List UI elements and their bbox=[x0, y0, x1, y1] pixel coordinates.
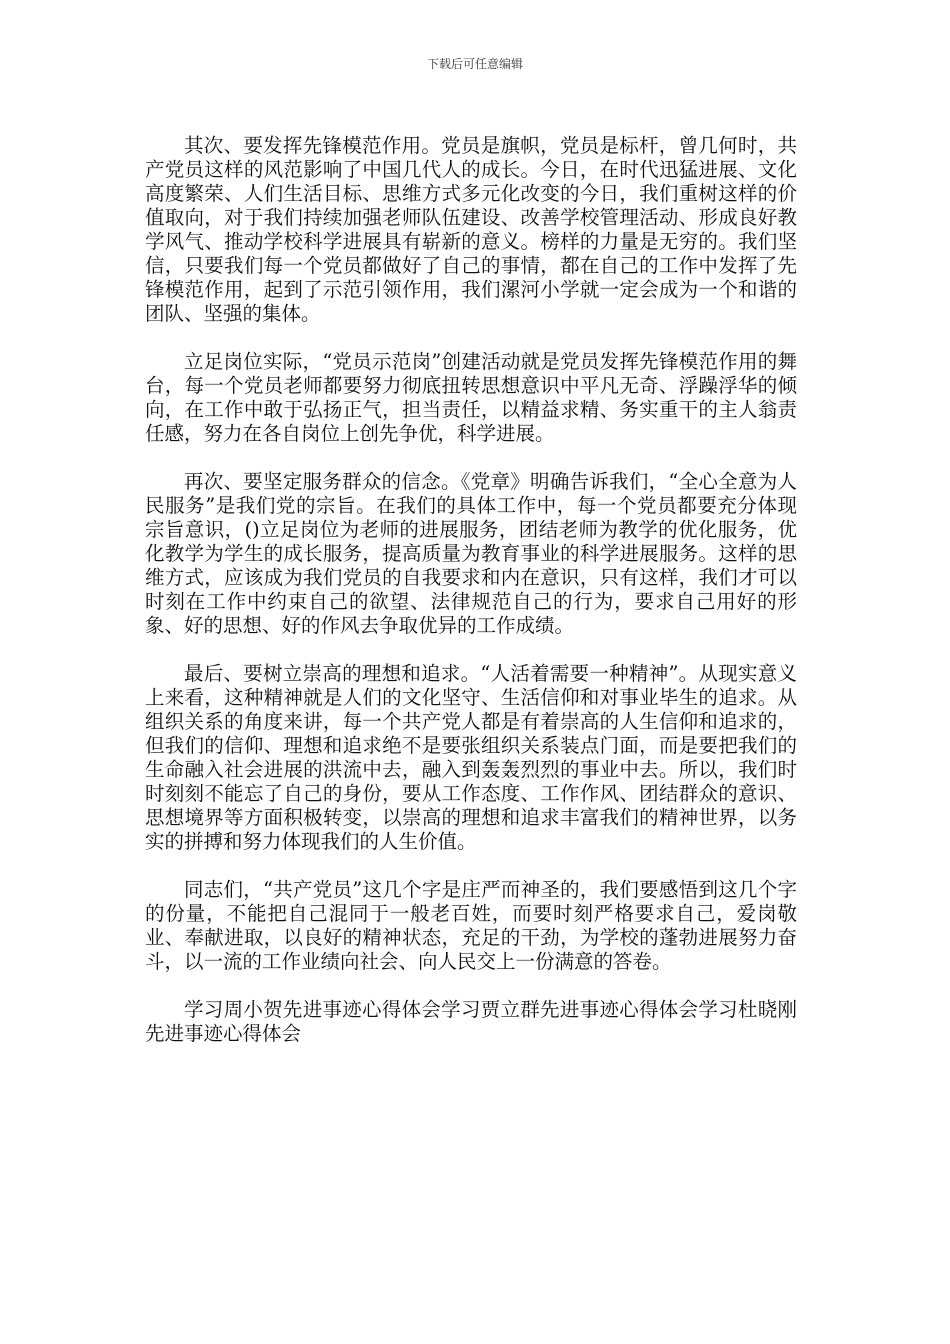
paragraph-4: 最后、要树立崇高的理想和追求。“人活着需要一种精神”。从现实意义上来看，这种精神就是人们的文化坚守、生活信仰和对事业毕生的追求。从组织关系的角度来讲，每一个共产党人都是有着崇高的人生信仰和追求的，但我们的信仰、理想和追求绝不是要张组织关系装点门面，而是要把我们的生命融入社会进展的洪流中去，融入到轰轰烈烈的事业中去。所以，我们时时刻刻不能忘了自己的身份，要从工作态度、工作作风、团结群众的意识、思想境界等方面积极转变，以崇高的理想和追求丰富我们的精神世界，以务实的拼搏和努力体现我们的人生价值。 bbox=[145, 662, 797, 853]
paragraph-1: 其次、要发挥先锋模范作用。党员是旗帜，党员是标杆，曾几何时，共产党员这样的风范影响了中国几代人的成长。今日，在时代迅猛进展、文化高度繁荣、人们生活目标、思维方式多元化改变的今日，我们重树这样的价值取向，对于我们持续加强老师队伍建设、改善学校管理活动、形成良好教学风气、推动学校科学进展具有崭新的意义。榜样的力量是无穷的。我们坚信，只要我们每一个党员都做好了自己的事情，都在自己的工作中发挥了先锋模范作用，起到了示范引领作用，我们漯河小学就一定会成为一个和谐的团队、坚强的集体。 bbox=[145, 134, 797, 325]
paragraph-2: 立足岗位实际，“党员示范岗”创建活动就是党员发挥先锋模范作用的舞台，每一个党员老师都要努力彻底扭转思想意识中平凡无奇、浮躁浮华的倾向，在工作中敢于弘扬正气，担当责任，以精益求精、务实重干的主人翁责任感，努力在各自岗位上创先争优，科学进展。 bbox=[145, 350, 797, 445]
paragraph-3: 再次、要坚定服务群众的信念。《党章》明确告诉我们，“全心全意为人民服务”是我们党的宗旨。在我们的具体工作中，每一个党员都要充分体现宗旨意识，()立足岗位为老师的进展服务，团结老师为教学的优化服务，优化教学为学生的成长服务，提高质量为教育事业的科学进展服务。这样的思维方式，应该成为我们党员的自我要求和内在意识，只有这样，我们才可以时刻在工作中约束自己的欲望、法律规范自己的行为，要求自己用好的形象、好的思想、好的作风去争取优异的工作成绩。 bbox=[145, 470, 797, 637]
paragraph-5: 同志们，“共产党员”这几个字是庄严而神圣的，我们要感悟到这几个字的份量，不能把自己混同于一般老百姓，而要时刻严格要求自己，爱岗敬业、奉献进取，以良好的精神状态，充足的干劲，为学校的蓬勃进展努力奋斗，以一流的工作业绩向社会、向人民交上一份满意的答卷。 bbox=[145, 878, 797, 973]
document-body bbox=[145, 134, 797, 1070]
paragraph-6: 学习周小贺先进事迹心得体会学习贾立群先进事迹心得体会学习杜晓刚先进事迹心得体会 bbox=[145, 998, 797, 1045]
page-header: 下载后可任意编辑 bbox=[426, 57, 523, 71]
